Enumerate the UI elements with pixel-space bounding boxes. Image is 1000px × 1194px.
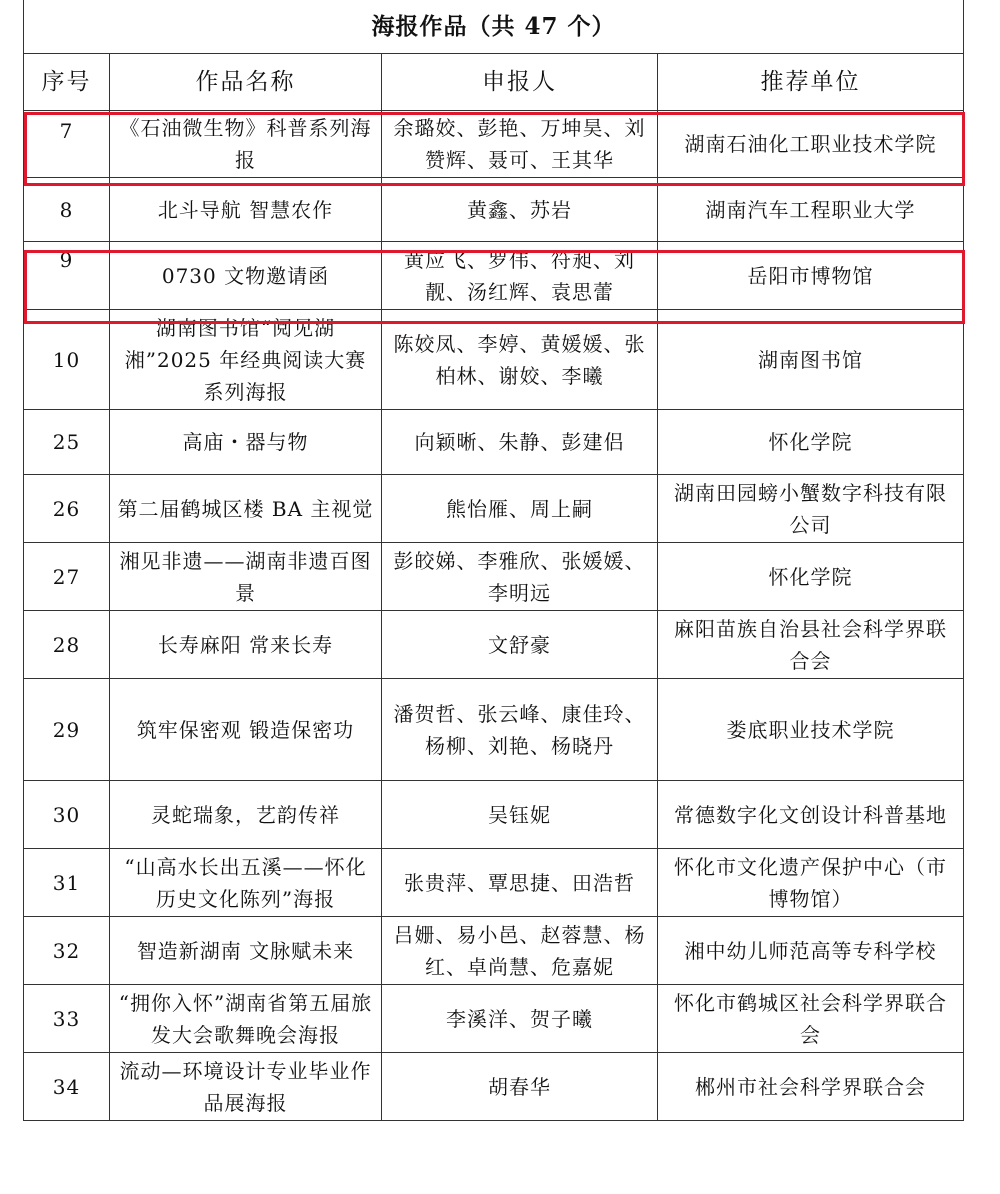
cell-no: 31 [24,849,110,917]
cell-applicants: 潘贺哲、张云峰、康佳玲、杨柳、刘艳、杨晓丹 [382,679,658,781]
cell-no: 29 [24,679,110,781]
cell-work-name: 北斗导航 智慧农作 [110,178,382,242]
cell-no: 25 [24,410,110,475]
cell-unit: 娄底职业技术学院 [658,679,964,781]
cell-work-name: 湘见非遗——湖南非遗百图景 [110,543,382,611]
cell-applicants: 余璐姣、彭艳、万坤昊、刘赞辉、聂可、王其华 [382,111,658,178]
table-row [24,985,964,1053]
header-applicants: 申报人 [382,54,658,111]
cell-unit: 常德数字化文创设计科普基地 [658,781,964,849]
header-row [24,54,964,111]
cell-work-name: 长寿麻阳 常来长寿 [110,611,382,679]
table-row [24,178,964,242]
table-row [24,475,964,543]
cell-unit: 怀化学院 [658,543,964,611]
cell-work-name: 0730 文物邀请函 [110,242,382,310]
cell-no: 9 [24,242,110,310]
cell-no: 32 [24,917,110,985]
cell-work-name: “山高水长出五溪——怀化历史文化陈列”海报 [110,849,382,917]
table-row [24,111,964,178]
cell-work-name: 第二届鹤城区楼 BA 主视觉 [110,475,382,543]
cell-applicants: 文舒豪 [382,611,658,679]
cell-work-name: 筑牢保密观 锻造保密功 [110,679,382,781]
table-row [24,242,964,310]
cell-work-name: 《石油微生物》科普系列海报 [110,111,382,178]
cell-unit: 岳阳市博物馆 [658,242,964,310]
cell-applicants: 黄应飞、罗伟、符昶、刘靓、汤红辉、袁思蕾 [382,242,658,310]
cell-unit: 怀化市文化遗产保护中心（市博物馆） [658,849,964,917]
cell-work-name: 高庙・器与物 [110,410,382,475]
cell-applicants: 黄鑫、苏岩 [382,178,658,242]
table-row [24,781,964,849]
cell-unit: 湘中幼儿师范高等专科学校 [658,917,964,985]
table-row [24,1053,964,1121]
cell-work-name: 流动—环境设计专业毕业作品展海报 [110,1053,382,1121]
cell-unit: 麻阳苗族自治县社会科学界联合会 [658,611,964,679]
poster-works-table-container [23,0,963,1121]
cell-no: 8 [24,178,110,242]
cell-unit: 怀化学院 [658,410,964,475]
cell-applicants: 陈姣凤、李婷、黄媛媛、张柏林、谢姣、李曦 [382,310,658,410]
cell-work-name: “拥你入怀”湖南省第五届旅发大会歌舞晚会海报 [110,985,382,1053]
cell-no: 27 [24,543,110,611]
cell-work-name: 智造新湖南 文脉赋未来 [110,917,382,985]
header-work-name: 作品名称 [110,54,382,111]
table-row [24,679,964,781]
table-row [24,543,964,611]
table-row [24,917,964,985]
cell-no: 26 [24,475,110,543]
cell-applicants: 胡春华 [382,1053,658,1121]
cell-unit: 湖南石油化工职业技术学院 [658,111,964,178]
cell-work-name: 湖南图书馆“阅见湖湘”2025 年经典阅读大赛系列海报 [110,310,382,410]
cell-no: 34 [24,1053,110,1121]
cell-applicants: 李溪洋、贺子曦 [382,985,658,1053]
cell-no: 30 [24,781,110,849]
table-row [24,410,964,475]
cell-unit: 湖南图书馆 [658,310,964,410]
cell-no: 28 [24,611,110,679]
cell-no: 7 [24,111,110,178]
header-no: 序号 [24,54,110,111]
cell-no: 33 [24,985,110,1053]
cell-applicants: 张贵萍、覃思捷、田浩哲 [382,849,658,917]
cell-applicants: 向颖晰、朱静、彭建侣 [382,410,658,475]
table-row [24,310,964,410]
table-row [24,611,964,679]
cell-unit: 怀化市鹤城区社会科学界联合会 [658,985,964,1053]
cell-applicants: 熊怡雁、周上嗣 [382,475,658,543]
table-title: 海报作品（共 47 个） [24,0,964,54]
cell-unit: 湖南田园螃小蟹数字科技有限公司 [658,475,964,543]
header-recommending-unit: 推荐单位 [658,54,964,111]
poster-works-table [23,0,964,1121]
cell-applicants: 吴钰妮 [382,781,658,849]
cell-no: 10 [24,310,110,410]
cell-unit: 郴州市社会科学界联合会 [658,1053,964,1121]
table-row [24,849,964,917]
cell-work-name: 灵蛇瑞象，艺韵传祥 [110,781,382,849]
cell-applicants: 吕姗、易小邑、赵蓉慧、杨红、卓尚慧、危嘉妮 [382,917,658,985]
cell-unit: 湖南汽车工程职业大学 [658,178,964,242]
cell-applicants: 彭皎娣、李雅欣、张媛媛、李明远 [382,543,658,611]
